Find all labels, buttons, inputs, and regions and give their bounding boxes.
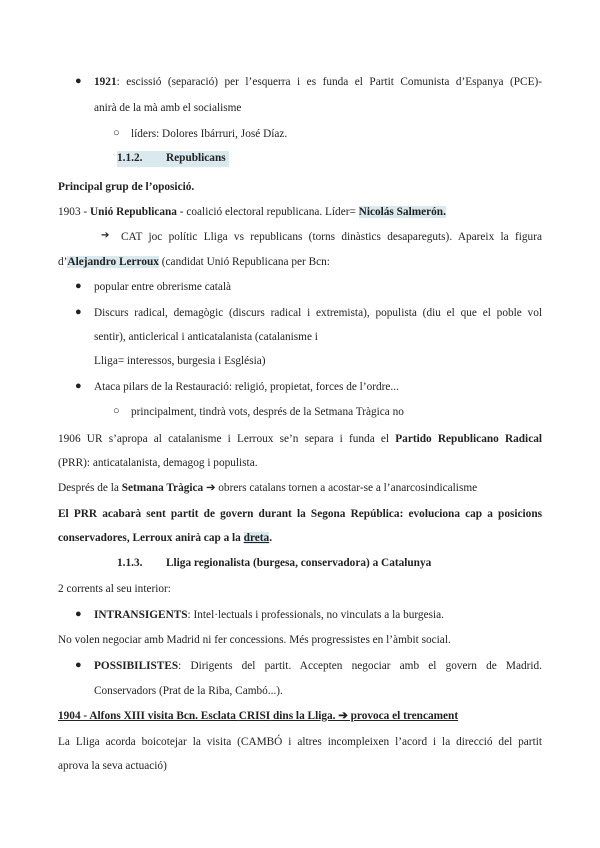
paragraph-1921-cont: anirà de la mà amb el socialisme	[94, 102, 242, 114]
opposition-line: Principal grup de l’oposició.	[58, 181, 195, 193]
votes-line: principalment, tindrà vots, després de la Setmana Tràgica no	[131, 406, 404, 418]
cat-political-game: CAT joc polític Lliga vs republicans (torns dinàstics desapareguts). Apareix la figura	[121, 231, 542, 243]
prr-government-line: El PRR acabarà sent partit de govern durant la Segona República: evoluciona cap a posicions	[58, 508, 542, 520]
prr-line-2: (PRR): anticatalanista, demagog i populista.	[58, 457, 258, 469]
bullet-circle: ○	[113, 127, 120, 139]
bullet-circle: ○	[113, 405, 120, 417]
boycott-line-2: aprova la seva actuació)	[58, 760, 167, 772]
discourse-line: Discurs radical, demagògic (discurs radical i extremista), populista (diu el que el poble vol	[94, 307, 542, 319]
discourse-line-3: Lliga= interessos, burgesia i Església)	[94, 355, 266, 367]
boycott-line: La Lliga acorda boicotejar la visita (CAMBÓ i altres incompleixen l’acord i la direcció del partit	[58, 736, 542, 748]
intransigents-line: INTRANSIGENTS: Intel·lectuals i professionals, no vinculats a la burgesia.	[94, 609, 444, 621]
no-negotiate-line: No volen negociar amb Madrid ni fer concessions. Més progressistes en l’àmbit social.	[58, 634, 451, 646]
attacks-line: Ataca pilars de la Restauració: religió, propietat, forces de l’ordre...	[94, 381, 399, 393]
bullet-disc: ●	[75, 659, 82, 671]
arrow-icon: ➔	[101, 230, 110, 241]
heading-republicans	[117, 151, 229, 167]
heading-title: Lliga regionalista (burgesa, conservadora) a Catalunya	[166, 557, 432, 569]
possibilistes-line: POSSIBILISTES: Dirigents del partit. Accepten negociar amb el govern de Madrid.	[94, 660, 542, 672]
bullet-disc: ●	[75, 280, 82, 292]
popular-line: popular entre obrerisme català	[94, 281, 232, 293]
lerroux-line: d’Alejandro Lerroux (candidat Unió Republicana per Bcn:	[58, 256, 330, 268]
crisis-1904-line: 1904 - Alfons XIII visita Bcn. Esclata CRISI dins la Lliga. ➔ provoca el trencament	[58, 710, 459, 722]
tragic-week-line: Després de la Setmana Tràgica ➔ obrers catalans tornen a acostar-se a l’anarcosindicalisme	[58, 482, 478, 494]
discourse-line-2: sentir), anticlerical i anticatalanista (catalanisme i	[94, 331, 318, 343]
leaders-line: líders: Dolores Ibárruri, José Díaz.	[131, 128, 288, 140]
heading-number: 1.1.3.	[117, 557, 143, 569]
prr-line: 1906 UR s’apropa al catalanisme i Lerroux se’n separa i funda el Partido Republicano Radical	[58, 433, 543, 445]
prr-government-line-2: conservadores, Lerroux anirà cap a la dreta.	[58, 532, 273, 544]
paragraph-1921: 1921: escissió (separació) per l’esquerra i es funda el Partit Comunista d’Espanya (PCE)-	[94, 76, 542, 88]
currents-line: 2 corrents al seu interior:	[58, 583, 171, 595]
heading-title: Republicans	[166, 152, 226, 164]
bullet-disc: ●	[75, 306, 82, 318]
bullet-disc: ●	[75, 380, 82, 392]
heading-lliga	[117, 556, 432, 570]
heading-number: 1.1.2.	[117, 152, 143, 164]
conservatives-line: Conservadors (Prat de la Riba, Cambó...).	[94, 685, 283, 697]
union-republicana-line: 1903 - Unió Republicana - coalició electoral republicana. Líder= Nicolás Salmerón.	[58, 206, 446, 218]
bullet-disc: ●	[75, 75, 82, 87]
bullet-disc: ●	[75, 608, 82, 620]
